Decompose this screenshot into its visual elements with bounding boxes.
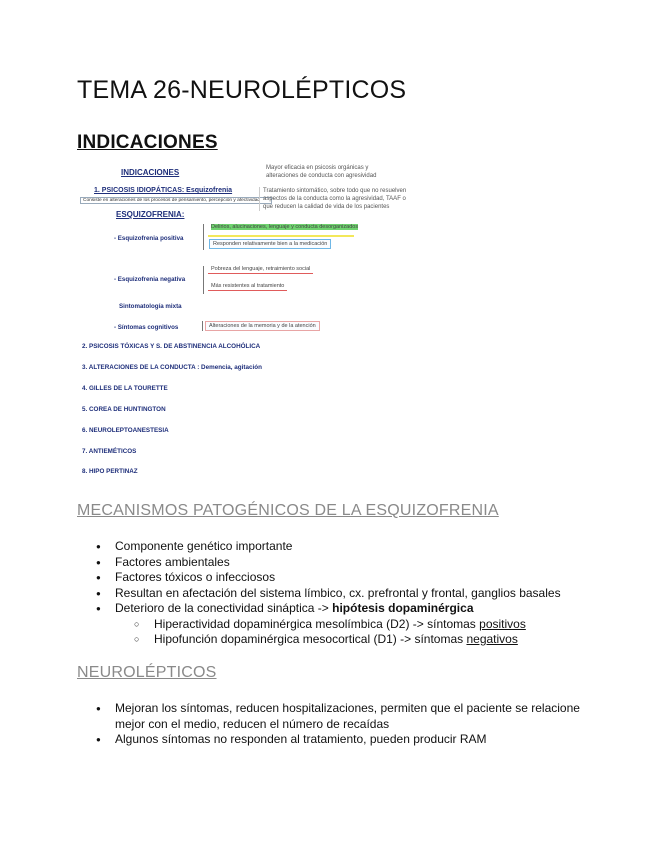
negative-box-2: Más resistentes al tratamiento [208,282,287,291]
negative-bracket [203,266,204,294]
list-item [96,555,561,571]
positive-underline [208,235,354,237]
negative-box-1: Pobreza del lenguaje, retraimiento social [208,265,313,274]
negative-symptoms-text: negativos [466,632,518,646]
diagram-cognitive-label: - Síntomas cognitivos [114,324,179,331]
cognitive-box: Alteraciones de la memoria y de la atención [205,321,320,331]
list-item-text: Algunos síntomas no responden al tratamiento, pueden producir RAM [115,732,487,746]
diagram-item-4: 4. GILLES DE LA TOURETTE [82,385,168,392]
list-item-text: Factores ambientales [115,554,230,569]
diagram-item-3: 3. ALTERACIONES DE LA CONDUCTA : Demencia, agitación [82,364,262,371]
list-item [96,701,586,732]
sub-list-item [96,632,561,648]
list-item-text: Resultan en afectación del sistema límbico, cx. prefrontal y frontal, ganglios basales [115,585,561,600]
diagram-side-note-1: Mayor eficacia en psicosis orgánicas y alteraciones de conducta con agresividad [266,165,377,179]
list-item-text: Deterioro de la conectividad sináptica -> [115,601,333,615]
list-item [96,601,561,617]
page-title: TEMA 26-NEUROLÉPTICOS [77,76,407,104]
diagram-heading: INDICACIONES [121,168,180,177]
sub-list-item [96,617,561,633]
diagram-item-2: 2. PSICOSIS TÓXICAS Y S. DE ABSTINENCIA ALCOHÓLICA [82,343,261,350]
mechanisms-heading: MECANISMOS PATOGÉNICOS DE LA ESQUIZOFRENIA [77,502,499,519]
positive-box-1-text: Delirios, alucinaciones, lenguaje y conducta desorganizados [211,224,359,230]
diagram-mixed-label: Sintomatología mixta [119,303,182,310]
mechanisms-list [96,539,561,648]
list-item [96,586,561,602]
list-item [96,570,561,586]
list-item-text: Factores tóxicos o infecciosos [115,570,276,584]
diagram-item-6: 6. NEUROLEPTOANESTESIA [82,427,169,434]
positive-box-1 [208,223,361,231]
list-item [96,539,561,555]
list-item-text: Hipofunción dopaminérgica mesocortical (D1) -> síntomas [154,632,467,646]
diagram-negative-label: - Esquizofrenia negativa [114,276,186,283]
neurolepticos-heading: NEUROLÉPTICOS [77,664,217,681]
list-item [96,732,586,748]
dopamine-hypothesis-text: hipótesis dopaminérgica [332,601,474,615]
diagram-item-1: 1. PSICOSIS IDIOPÁTICAS: Esquizofrenia [94,187,233,194]
diagram-item-1-note: Consiste en alteraciones de los procesos de pensamiento, percepción y afectividad [80,197,272,204]
cognitive-bracket [202,321,203,331]
list-item-text: Mejoran los síntomas, reducen hospitalizaciones, permiten que el paciente se relacione mejor con el medio, reducen el número de recaídas [115,701,580,731]
diagram-item-8: 8. HIPO PERTINAZ [82,468,138,475]
list-item-text: Hiperactividad dopaminérgica mesolímbica (D2) -> síntomas [154,616,480,631]
neurolepticos-list [96,701,586,748]
indications-heading: INDICACIONES [77,132,218,153]
positive-bracket [203,224,204,250]
diagram-side-note-2: Tratamiento sintomático, sobre todo que no resuelven aspectos de la conducta como la agresividad, TAAF o que reducen la calidad de vida de los pacientes [259,187,409,211]
diagram-schizo-heading: ESQUIZOFRENIA: [116,210,185,219]
diagram-item-5: 5. COREA DE HUNTINGTON [82,406,166,413]
list-item-text: Componente genético importante [115,539,293,553]
positive-box-2: Responden relativamente bien a la medicación [209,239,331,249]
positive-symptoms-text: positivos [479,616,526,631]
diagram-positive-label: - Esquizofrenia positiva [114,235,184,242]
diagram-item-7: 7. ANTIEMÉTICOS [82,448,137,455]
indications-diagram [78,162,408,480]
